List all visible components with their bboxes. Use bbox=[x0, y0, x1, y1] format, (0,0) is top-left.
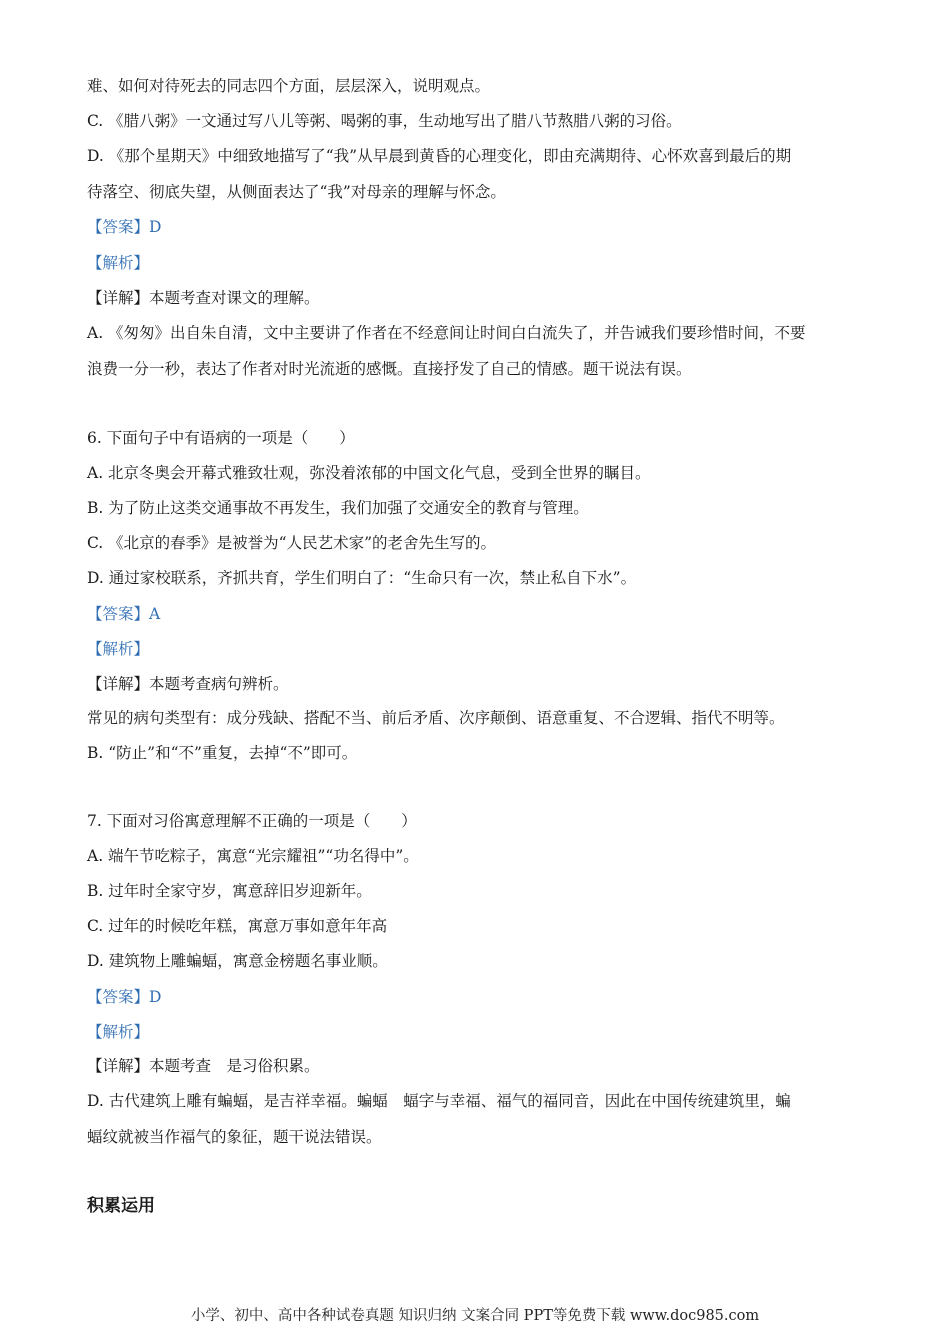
question-7-option-a: A. 端午节吃粽子，寓意“光宗耀祖”“功名得中”。 bbox=[87, 847, 419, 865]
explanation-line-1: A. 《匆匆》出自朱自清，文中主要讲了作者在不经意间让时间白白流失了，并告诫我们要珍惜时间，不要 bbox=[87, 324, 806, 342]
question-6-explanation-2: B. “防止”和“不”重复，去掉“不”即可。 bbox=[87, 744, 358, 762]
question-6-analysis-label: 【解析】 bbox=[87, 640, 150, 658]
detail-line: 【详解】本题考查对课文的理解。 bbox=[87, 289, 320, 307]
question-6-option-d: D. 通过家校联系，齐抓共育，学生们明白了：“生命只有一次，禁止私自下水”。 bbox=[87, 569, 637, 587]
question-7-option-c: C. 过年的时候吃年糕，寓意万事如意年年高 bbox=[87, 917, 388, 935]
question-7-option-b: B. 过年时全家守岁，寓意辞旧岁迎新年。 bbox=[87, 882, 372, 900]
question-7-explanation-2: 蝠纹就被当作福气的象征，题干说法错误。 bbox=[87, 1128, 382, 1146]
option-c: C. 《腊八粥》一文通过写八儿等粥、喝粥的事，生动地写出了腊八节熬腊八粥的习俗。 bbox=[87, 112, 682, 130]
question-6-option-c: C. 《北京的春季》是被誉为“人民艺术家”的老舍先生写的。 bbox=[87, 534, 497, 552]
answer-label: 【答案】D bbox=[87, 218, 162, 236]
question-7-option-d: D. 建筑物上雕蝙蝠，寓意金榜题名事业顺。 bbox=[87, 952, 388, 970]
question-7-stem: 7. 下面对习俗寓意理解不正确的一项是（ ） bbox=[87, 812, 417, 830]
question-6-option-a: A. 北京冬奥会开幕式雅致壮观，弥没着浓郁的中国文化气息，受到全世界的瞩目。 bbox=[87, 464, 651, 482]
explanation-line-2: 浪费一分一秒，表达了作者对时光流逝的感慨。直接抒发了自己的情感。题干说法有误。 bbox=[87, 360, 692, 378]
question-6-stem: 6. 下面句子中有语病的一项是（ ） bbox=[87, 429, 355, 447]
section-title: 积累运用 bbox=[87, 1196, 155, 1216]
question-7-answer: 【答案】D bbox=[87, 988, 162, 1006]
page-footer: 小学、初中、高中各种试卷真题 知识归纳 文案合同 PPT等免费下载 www.doc985.com bbox=[190, 1308, 760, 1324]
question-6-option-b: B. 为了防止这类交通事故不再发生，我们加强了交通安全的教育与管理。 bbox=[87, 499, 589, 517]
question-6-explanation-1: 常见的病句类型有：成分残缺、搭配不当、前后矛盾、次序颠倒、语意重复、不合逻辑、指代不明等。 bbox=[87, 709, 785, 727]
question-6-detail: 【详解】本题考查病句辨析。 bbox=[87, 675, 289, 693]
question-7-explanation-1: D. 古代建筑上雕有蝙蝠，是吉祥幸福。蝙蝠 蝠字与幸福、福气的福同音，因此在中国传统建筑里，蝙 bbox=[87, 1092, 791, 1110]
option-d-line-2: 待落空、彻底失望，从侧面表达了“我”对母亲的理解与怀念。 bbox=[87, 183, 506, 201]
question-7-detail: 【详解】本题考查 是习俗积累。 bbox=[87, 1057, 320, 1075]
carry-over-line: 难、如何对待死去的同志四个方面，层层深入，说明观点。 bbox=[87, 77, 491, 95]
option-d-line-1: D. 《那个星期天》中细致地描写了“我”从早晨到黄昏的心理变化，即由充满期待、心怀欢喜到最后的期 bbox=[87, 147, 792, 165]
analysis-label: 【解析】 bbox=[87, 254, 150, 272]
question-6-answer: 【答案】A bbox=[87, 605, 161, 623]
question-7-analysis-label: 【解析】 bbox=[87, 1023, 150, 1041]
